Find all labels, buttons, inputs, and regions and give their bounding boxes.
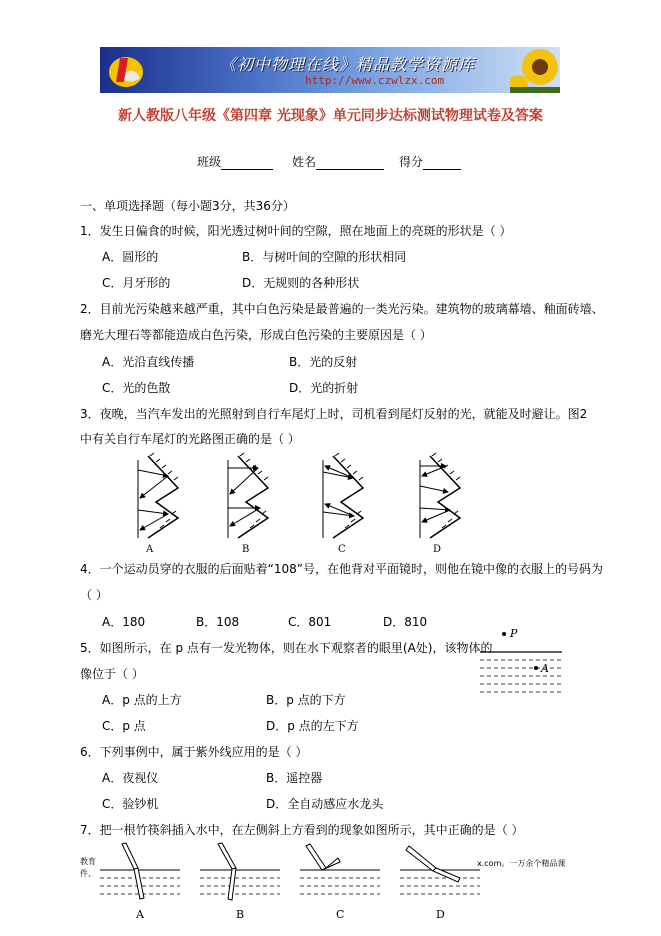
q4-option-a[interactable]: A．180 — [102, 615, 146, 629]
q3-label-c: C — [338, 544, 346, 555]
q1-option-c[interactable]: C．月牙形的 — [102, 276, 171, 290]
q5-option-d[interactable]: D．p 点的左下方 — [266, 719, 359, 733]
point-a-dot — [534, 666, 538, 670]
q7-diagram-c[interactable] — [300, 844, 380, 921]
point-p-dot — [502, 632, 506, 636]
q7-diagram-d[interactable] — [400, 846, 480, 921]
q3-stem-line2: 中有关自行车尾灯的光路图正确的是（ ） — [80, 432, 300, 446]
water-lines — [480, 660, 562, 692]
score-field[interactable] — [399, 153, 461, 170]
q1-option-a[interactable]: A．圆形的 — [102, 250, 159, 264]
q7-label-d: D — [436, 908, 445, 921]
q2-option-c[interactable]: C．光的色散 — [102, 381, 171, 395]
q2-stem-line2: 磨光大理石等都能造成白色污染，形成白色污染的主要原因是（ ） — [80, 328, 432, 342]
q5-option-c[interactable]: C．p 点 — [102, 719, 146, 733]
q5-option-a[interactable]: A．p 点的上方 — [102, 693, 182, 707]
banner-url[interactable]: http://www.czwlzx.com — [305, 74, 445, 87]
point-a-label: A — [541, 662, 549, 675]
site-banner[interactable] — [100, 47, 560, 93]
footer-left-1: 教育 — [80, 857, 96, 866]
q2-option-b[interactable]: B．光的反射 — [289, 355, 358, 369]
class-blank[interactable] — [221, 157, 273, 170]
q3-label-a: A — [146, 544, 154, 555]
q3-figure — [128, 452, 468, 560]
name-label: 姓名 — [292, 155, 317, 169]
q7-label-c: C — [336, 908, 345, 921]
q5-stem-line1: 5．如图所示，在 p 点有一发光物体，则在水下观察者的眼里(A处)，该物体的 — [80, 641, 493, 655]
q5-option-b[interactable]: B．p 点的下方 — [266, 693, 346, 707]
banner-title: 《初中物理在线》精品教学资源库 — [220, 55, 476, 74]
sunflower-icon — [510, 47, 560, 93]
q4-option-b[interactable]: B．108 — [196, 615, 240, 629]
q3-label-d: D — [433, 544, 442, 555]
q6-option-a[interactable]: A．夜视仪 — [102, 771, 159, 785]
q5-stem-line2: 像位于（ ） — [80, 667, 144, 681]
q5-figure — [478, 624, 564, 704]
q7-diagram-b[interactable] — [200, 843, 280, 921]
point-p-label: P — [510, 627, 518, 640]
q6-stem: 6．下列事例中，属于紫外线应用的是（ ） — [80, 745, 308, 759]
q2-option-d[interactable]: D．光的折射 — [289, 381, 359, 395]
q7-label-a: A — [136, 908, 144, 921]
footer-right: x.com。一万余个精品课 — [477, 859, 566, 868]
q3-label-b: B — [242, 544, 250, 555]
q6-option-d[interactable]: D．全自动感应水龙头 — [266, 797, 384, 811]
document-title: 新人教版八年级《第四章 光现象》单元同步达标测试物理试卷及答案 — [118, 108, 543, 124]
section-heading: 一、单项选择题（每小题3分，共36分） — [80, 199, 295, 213]
q4-option-c[interactable]: C．801 — [288, 615, 332, 629]
footer-left-2: 件、 — [80, 869, 96, 878]
q6-option-c[interactable]: C．验钞机 — [102, 797, 159, 811]
q7-stem: 7．把一根竹筷斜插入水中，在左侧斜上方看到的现象如图所示，其中正确的是（ ） — [80, 823, 524, 837]
q6-option-b[interactable]: B．遥控器 — [266, 771, 323, 785]
q7-figure — [100, 840, 480, 924]
q4-stem-line2: （ ） — [80, 588, 108, 602]
q4-stem-line1: 4．一个运动员穿的衣服的后面贴着“108”号，在他背对平面镜时，则他在镜中像的衣服上的号码为 — [80, 562, 603, 576]
name-blank[interactable] — [316, 157, 384, 170]
q1-option-b[interactable]: B．与树叶间的空隙的形状相同 — [242, 250, 407, 264]
q4-option-d[interactable]: D．810 — [383, 615, 428, 629]
q3-stem-line1: 3．夜晚，当汽车发出的光照射到自行车尾灯上时，司机看到尾灯反射的光，就能及时避让。图2 — [80, 407, 588, 421]
class-label: 班级 — [197, 155, 222, 169]
q2-option-a[interactable]: A．光沿直线传播 — [102, 355, 195, 369]
score-blank[interactable] — [423, 157, 461, 170]
q3-diagram-a[interactable] — [138, 453, 178, 538]
q1-stem: 1．发生日偏食的时候，阳光透过树叶间的空隙，照在地面上的亮斑的形状是（ ） — [80, 224, 512, 238]
q7-label-b: B — [236, 908, 245, 921]
q3-diagram-b[interactable] — [228, 453, 268, 538]
q1-option-d[interactable]: D．无规则的各种形状 — [242, 276, 360, 290]
q3-diagram-d[interactable] — [420, 453, 460, 538]
site-logo-icon — [106, 50, 146, 90]
score-label: 得分 — [399, 155, 424, 169]
class-field[interactable] — [197, 153, 273, 170]
q3-diagram-c[interactable] — [323, 453, 363, 538]
q2-stem-line1: 2．目前光污染越来越严重，其中白色污染是最普遍的一类光污染。建筑物的玻璃幕墙、釉面砖墙、 — [80, 302, 604, 316]
name-field[interactable] — [292, 153, 384, 170]
q7-diagram-a[interactable] — [100, 843, 180, 921]
